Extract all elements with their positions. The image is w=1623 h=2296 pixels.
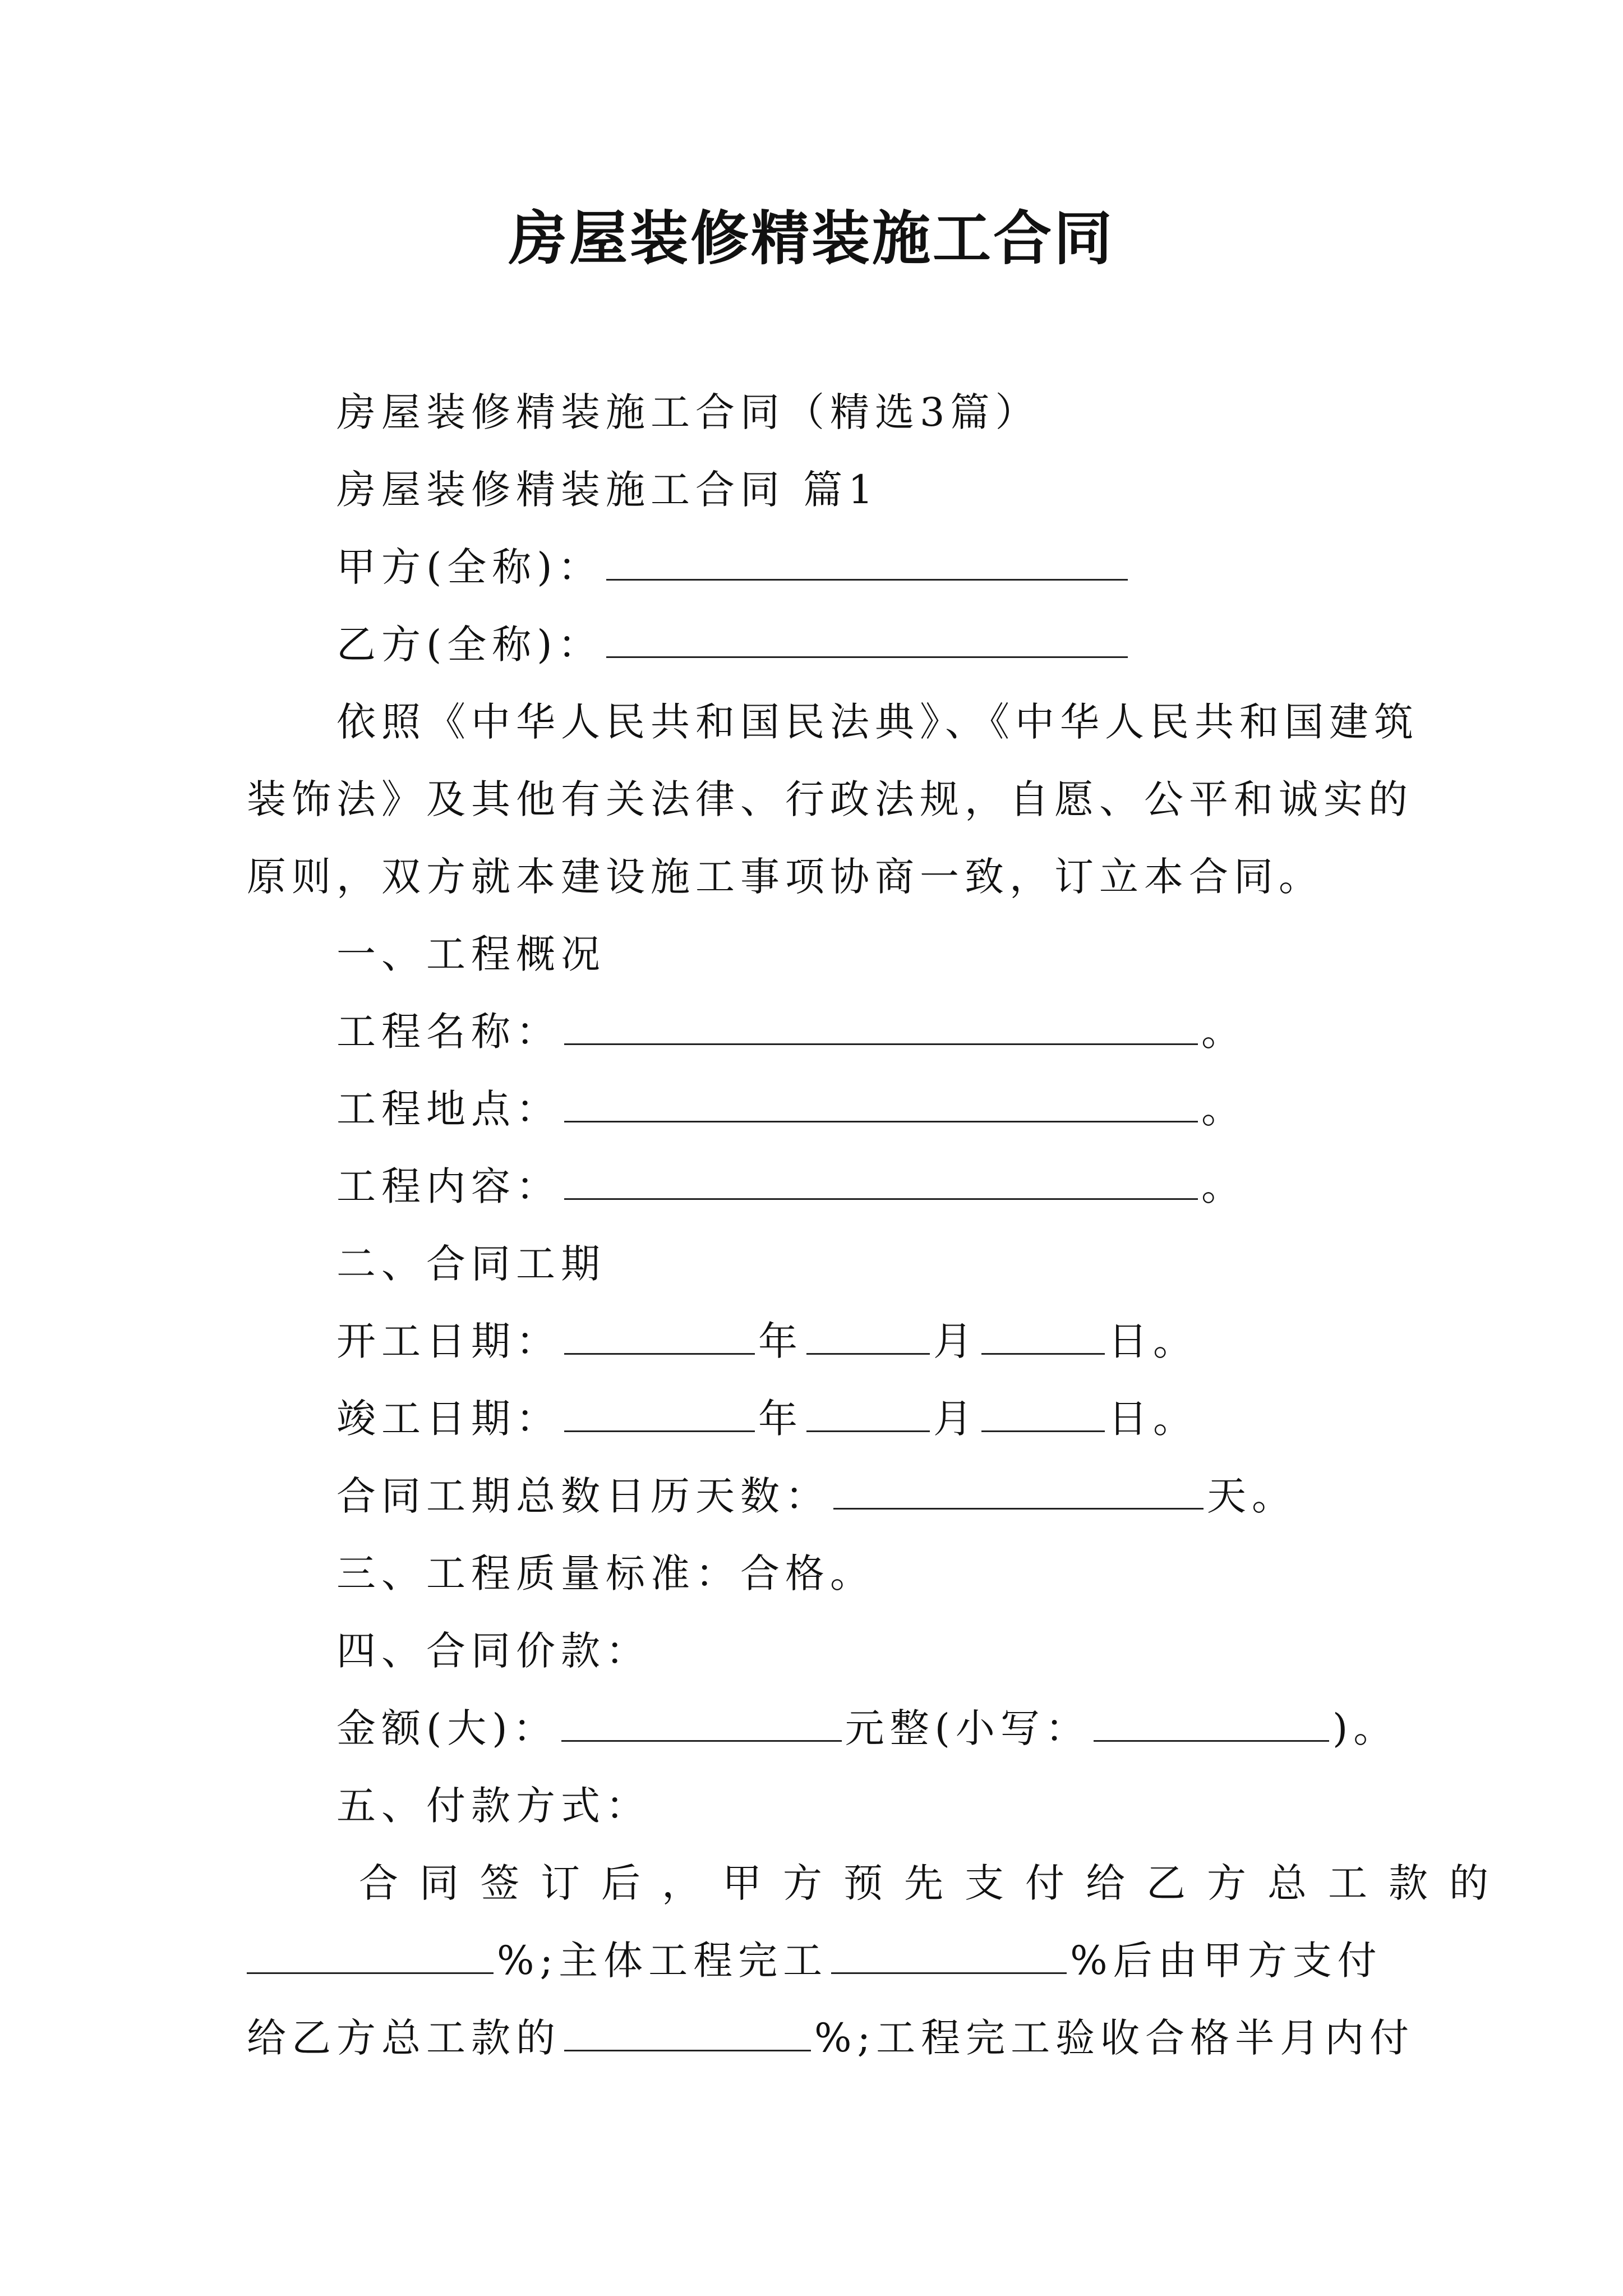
finish-date-label: 竣工日期：	[336, 1396, 561, 1442]
amount-lowercase-blank	[1094, 1705, 1329, 1742]
total-days-label: 合同工期总数日历天数：	[336, 1473, 830, 1519]
finish-date-row	[336, 1393, 1198, 1444]
project-content-end: 。	[1201, 1163, 1246, 1209]
payment-line-2-b: %后由甲方支付	[1070, 1938, 1382, 1984]
total-days-unit: 天。	[1207, 1473, 1297, 1519]
start-year-label: 年	[758, 1318, 803, 1364]
amount-end-label: )。	[1332, 1705, 1399, 1751]
start-month-label: 月	[933, 1318, 978, 1364]
project-name-blank	[564, 1009, 1198, 1045]
section-3-heading: 三、工程质量标准：合格。	[336, 1550, 875, 1596]
subtitle: 房屋装修精装施工合同（精选3篇）	[336, 389, 1040, 435]
payment-line-2	[247, 1935, 1382, 1986]
project-name-label: 工程名称：	[336, 1009, 561, 1055]
party-a-blank	[606, 544, 1128, 581]
intro-line-1: 依照《中华人民共和国民法典》、《中华人民共和国建筑	[336, 699, 1419, 745]
project-location-row	[336, 1084, 1246, 1134]
finish-year-label: 年	[758, 1396, 803, 1442]
finish-month-label: 月	[933, 1396, 978, 1442]
finish-day-label: 日。	[1108, 1396, 1198, 1442]
amount-uppercase-blank	[561, 1705, 842, 1742]
payment-line-3	[247, 2013, 1414, 2063]
finish-year-blank	[564, 1396, 755, 1432]
payment-line-3-a: 给乙方总工款的	[247, 2015, 561, 2061]
project-content-row	[336, 1161, 1246, 1212]
start-day-blank	[981, 1318, 1105, 1355]
payment-line-2-a: %;主体工程完工	[497, 1938, 828, 1984]
project-location-blank	[564, 1086, 1198, 1122]
project-location-end: 。	[1201, 1086, 1246, 1132]
section-5-heading: 五、付款方式：	[336, 1783, 651, 1829]
amount-mid-label: 元整(小写：	[845, 1705, 1090, 1751]
project-content-label: 工程内容：	[336, 1163, 561, 1209]
section-2-heading: 二、合同工期	[336, 1241, 606, 1287]
start-day-label: 日。	[1108, 1318, 1198, 1364]
amount-label: 金额(大)：	[336, 1705, 558, 1751]
payment-initial-blank	[247, 1938, 494, 1974]
amount-row	[336, 1703, 1398, 1754]
finish-day-blank	[981, 1396, 1105, 1432]
payment-main-blank	[831, 1938, 1067, 1974]
finish-month-blank	[806, 1396, 930, 1432]
total-days-blank	[833, 1473, 1204, 1510]
section-1-heading: 一、工程概况	[336, 931, 606, 977]
total-days-row	[336, 1471, 1297, 1521]
payment-line-1: 合同签订后，甲方预先支付给乙方总工款的	[359, 1860, 1510, 1906]
payment-line-3-b: %;工程完工验收合格半月内付	[814, 2015, 1415, 2061]
party-b-blank	[606, 622, 1128, 658]
party-a-row	[336, 542, 1131, 592]
document-title: 房屋装修精装施工合同	[508, 204, 1114, 273]
start-year-blank	[564, 1318, 755, 1355]
payment-second-blank	[564, 2015, 811, 2051]
intro-line-3: 原则，双方就本建设施工事项协商一致，订立本合同。	[247, 854, 1324, 900]
start-date-label: 开工日期：	[336, 1318, 561, 1364]
start-date-row	[336, 1316, 1198, 1366]
intro-line-2: 装饰法》及其他有关法律、行政法规，自愿、公平和诚实的	[247, 776, 1413, 822]
section-heading: 房屋装修精装施工合同 篇1	[336, 467, 879, 513]
project-name-row	[336, 1006, 1246, 1057]
project-name-end: 。	[1201, 1009, 1246, 1055]
party-b-label: 乙方(全称)：	[336, 622, 603, 668]
party-a-label: 甲方(全称)：	[336, 544, 603, 590]
party-b-row	[336, 619, 1131, 670]
start-month-blank	[806, 1318, 930, 1355]
project-location-label: 工程地点：	[336, 1086, 561, 1132]
section-4-heading: 四、合同价款：	[336, 1628, 651, 1674]
project-content-blank	[564, 1163, 1198, 1200]
